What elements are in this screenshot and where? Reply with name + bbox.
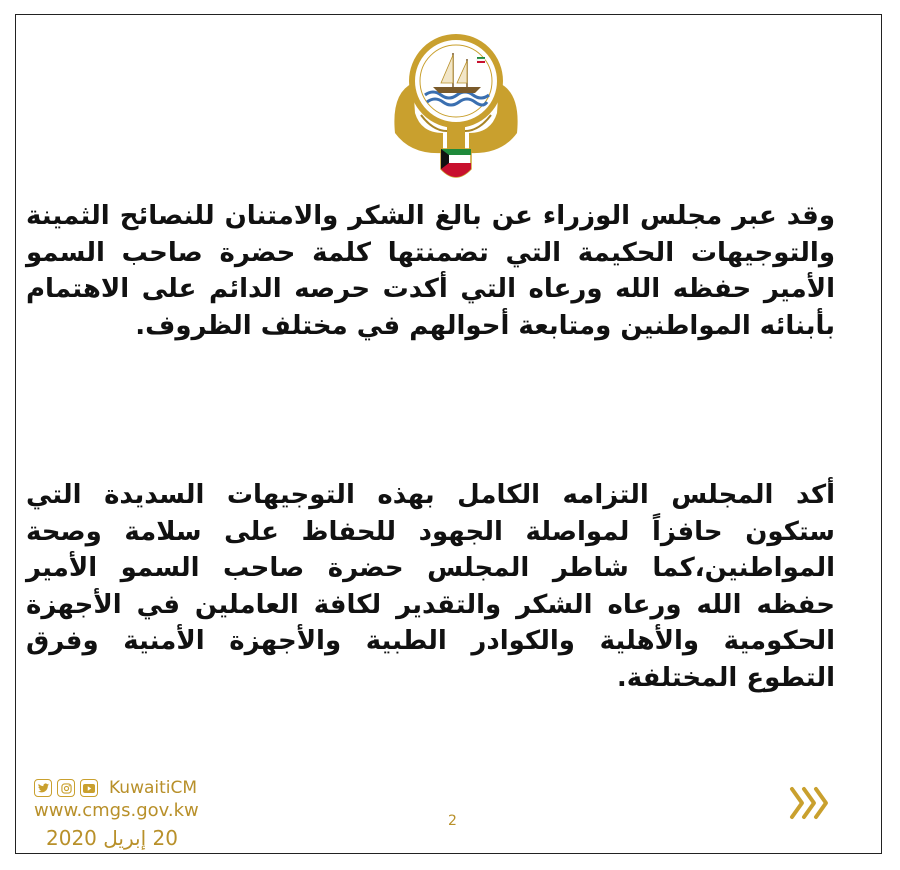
publication-date: 20 إبريل 2020	[46, 826, 178, 850]
instagram-icon[interactable]	[57, 779, 75, 797]
footer-contact	[34, 775, 234, 855]
social-links	[34, 777, 197, 799]
next-page-chevron-icon[interactable]	[788, 783, 832, 823]
website-link[interactable]: www.cmgs.gov.kw	[34, 800, 199, 821]
council-of-ministers-emblem	[381, 23, 531, 187]
social-handle[interactable]: KuwaitiCM	[109, 778, 198, 798]
youtube-icon[interactable]	[80, 779, 98, 797]
paragraph-council-thanks: وقد عبر مجلس الوزراء عن بالغ الشكر والامتنان للنصائح الثمينة والتوجيهات الحكيمة التي تضمنتها كلمة حضرة صاحب السمو الأمير حفظه الله ورعاه التي أكدت حرصه الدائم على الاهتمام بأبنائه المواطنين ومتابعة أحوالهم في مختلف الظروف.	[26, 201, 835, 341]
page-number: 2	[448, 813, 457, 829]
paragraph-council-commitment: أكد المجلس التزامه الكامل بهذه التوجيهات السديدة التي ستكون حافزاً لمواصلة الجهود للحفاظ على سلامة وصحة المواطنين،كما شاطر المجلس حضرة صاحب السمو الأمير حفظه الله ورعاه الشكر والتقدير لكافة العاملين في الأجهزة الحكومية والأهلية والكوادر الطبية والأجهزة الأمنية وفرق التطوع المختلفة.	[26, 480, 835, 693]
twitter-icon[interactable]	[34, 779, 52, 797]
document-page	[15, 14, 882, 854]
